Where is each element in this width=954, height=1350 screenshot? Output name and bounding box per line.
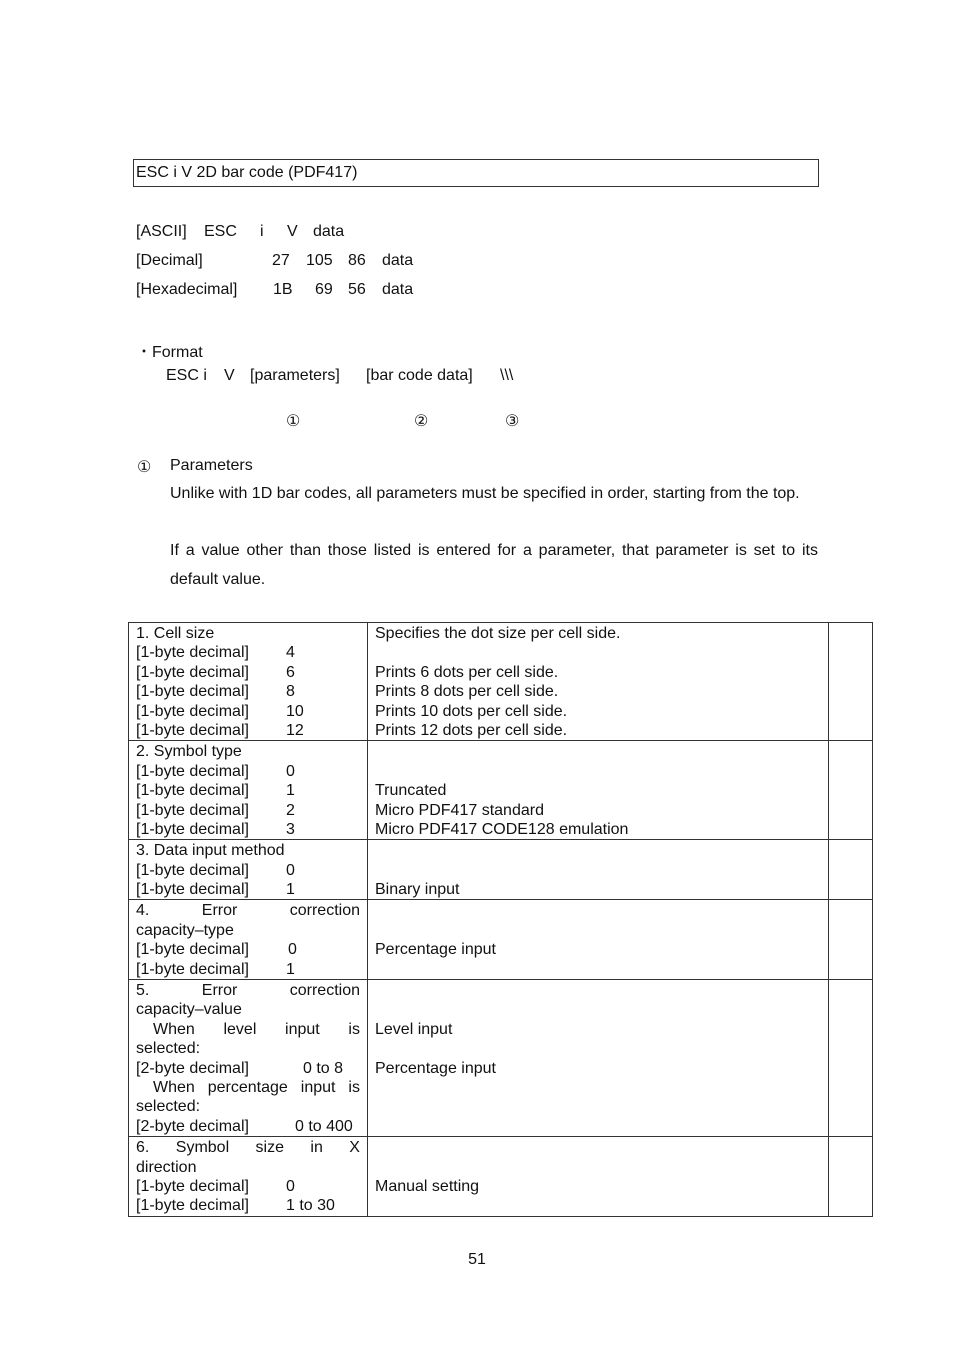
decimal-v4: data: [382, 252, 414, 269]
format-marker-3: ③: [505, 413, 520, 430]
hex-v2: 69: [315, 281, 333, 298]
section-heading: ESC i V 2D bar code (PDF417): [133, 159, 819, 187]
format-label: ・Format: [136, 344, 203, 361]
table-row: [129, 623, 873, 741]
format-data: [bar code data]: [366, 367, 473, 384]
parameters-paragraph-1: Unlike with 1D bar codes, all parameters must be specified in order, starting from the top.: [170, 485, 800, 502]
table-row: [129, 1137, 873, 1217]
decimal-v2: 105: [306, 252, 333, 269]
cell-size-params: 1. Cell size [1-byte decimal] 4 [1-byte decimal] 6 [1-byte decimal] 8 [1-byte decimal] 10 [1-byte decimal] 12: [129, 623, 368, 741]
parameters-marker: ①: [137, 459, 152, 476]
hex-v4: data: [382, 281, 414, 298]
format-params: [parameters]: [250, 367, 340, 384]
format-terminator: \\\: [500, 367, 514, 384]
ascii-v4: data: [313, 223, 345, 240]
ascii-v3: V: [287, 223, 298, 240]
decimal-label: [Decimal]: [136, 252, 203, 269]
error-value-params: 5. Error correction capacity–value When level input is selected: [2-byte decimal] 0 to 8 When percentage input is selected: [2-byte decimal] 0 to 400: [129, 980, 368, 1137]
cell-size-desc: Specifies the dot size per cell side. Prints 6 dots per cell side. Prints 8 dots per cell side. Prints 10 dots per cell side. Prints 12 dots per cell side.: [368, 623, 829, 741]
format-v: V: [224, 367, 235, 384]
hex-label: [Hexadecimal]: [136, 281, 238, 298]
parameter-table: [128, 622, 873, 1217]
ascii-v2: i: [260, 223, 264, 240]
decimal-v3: 86: [348, 252, 366, 269]
error-type-params: 4. Error correction capacity–type [1-byte decimal] 0 [1-byte decimal] 1: [129, 900, 368, 980]
table-row: [129, 741, 873, 840]
error-type-desc: Percentage input: [368, 900, 829, 980]
table-row: [129, 900, 873, 980]
ascii-label: [ASCII]: [136, 223, 187, 240]
symbol-size-desc: Manual setting: [368, 1137, 829, 1217]
decimal-v1: 27: [272, 252, 290, 269]
hex-v1: 1B: [273, 281, 293, 298]
format-marker-1: ①: [286, 413, 301, 430]
hex-v3: 56: [348, 281, 366, 298]
symbol-type-params: 2. Symbol type [1-byte decimal] 0 [1-byte decimal] 1 [1-byte decimal] 2 [1-byte decimal] 3: [129, 741, 368, 840]
data-input-params: 3. Data input method [1-byte decimal] 0 [1-byte decimal] 1: [129, 840, 368, 900]
symbol-size-params: 6. Symbol size in X direction [1-byte decimal] 0 [1-byte decimal] 1 to 30: [129, 1137, 368, 1217]
error-value-desc: Level input Percentage input: [368, 980, 829, 1137]
parameters-title: Parameters: [170, 457, 253, 474]
page-number: 51: [468, 1251, 486, 1268]
parameters-paragraph-2: If a value other than those listed is entered for a parameter, that parameter is set to its default value.: [170, 542, 818, 588]
ascii-v1: ESC: [204, 223, 237, 240]
data-input-desc: Binary input: [368, 840, 829, 900]
table-row: [129, 840, 873, 900]
format-marker-2: ②: [414, 413, 429, 430]
symbol-type-desc: Truncated Micro PDF417 standard Micro PDF417 CODE128 emulation: [368, 741, 829, 840]
format-cmd: ESC i: [166, 367, 207, 384]
table-row: [129, 980, 873, 1137]
